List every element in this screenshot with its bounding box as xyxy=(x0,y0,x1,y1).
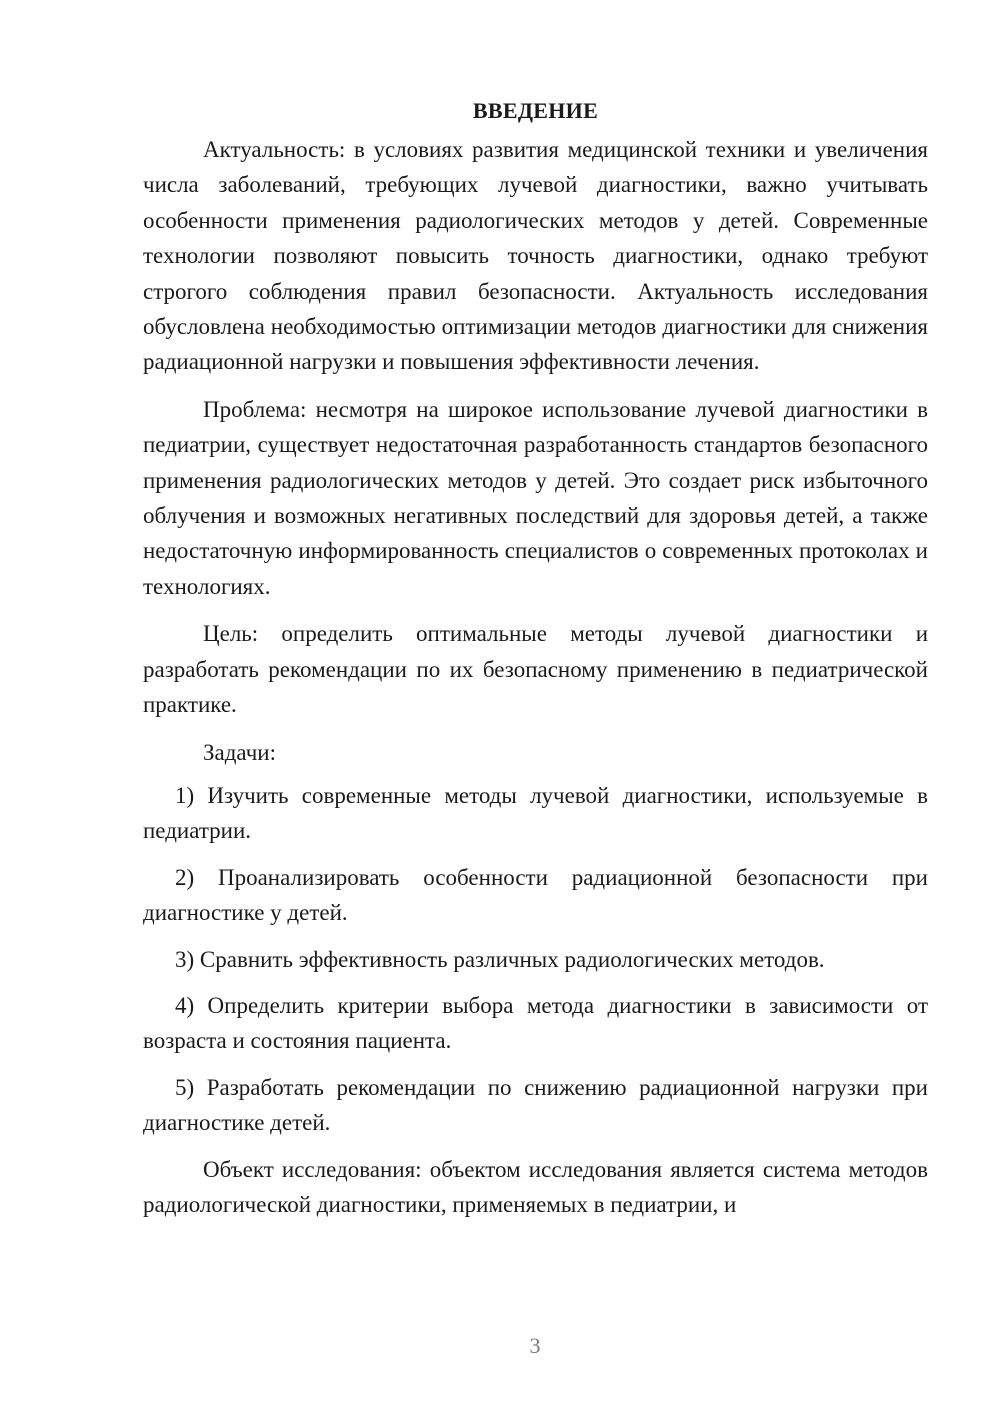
object-paragraph: Объект исследования: объектом исследования является система методов радиологической диагностики, применяемых в педиатрии, и xyxy=(143,1156,928,1217)
goal-paragraph: Цель: определить оптимальные методы лучевой диагностики и разработать рекомендации по их безопасному применению в педиатрической практике. xyxy=(143,621,928,718)
task-item-2: 2) Проанализировать особенности радиационной безопасности при диагностике у детей. xyxy=(143,864,928,926)
section-title: ВВЕДЕНИЕ xyxy=(472,98,599,123)
task-item-1: 1) Изучить современные методы лучевой диагностики, используемые в педиатрии. xyxy=(143,782,928,844)
tasks-heading: Задачи: xyxy=(203,739,276,765)
task-item-5: 5) Разработать рекомендации по снижению радиационной нагрузки при диагностике детей. xyxy=(143,1074,928,1136)
document-page xyxy=(143,96,928,1234)
task-item-3: 3) Сравнить эффективность различных радиологических методов. xyxy=(175,946,825,972)
task-item-4: 4) Определить критерии выбора метода диагностики в зависимости от возраста и состояния пациента. xyxy=(143,992,928,1054)
problem-paragraph: Проблема: несмотря на широкое использование лучевой диагностики в педиатрии, существует недостаточная разработанность стандартов безопасного применения радиологических методов у детей. Это создает риск избыточного облучения и возможных негативных последствий для здоровья детей, а также недостаточную информированность специалистов о современных протоколах и технологиях. xyxy=(143,396,928,599)
relevance-paragraph: Актуальность: в условиях развития медицинской техники и увеличения числа заболеваний, требующих лучевой диагностики, важно учитывать особенности применения радиологических методов у детей. Современные технологии позволяют повысить точность диагностики, однако требуют строгого соблюдения правил безопасности. Актуальность исследования обусловлена необходимостью оптимизации методов диагностики для снижения радиационной нагрузки и повышения эффективности лечения. xyxy=(143,137,928,375)
page-number: 3 xyxy=(529,1333,541,1358)
